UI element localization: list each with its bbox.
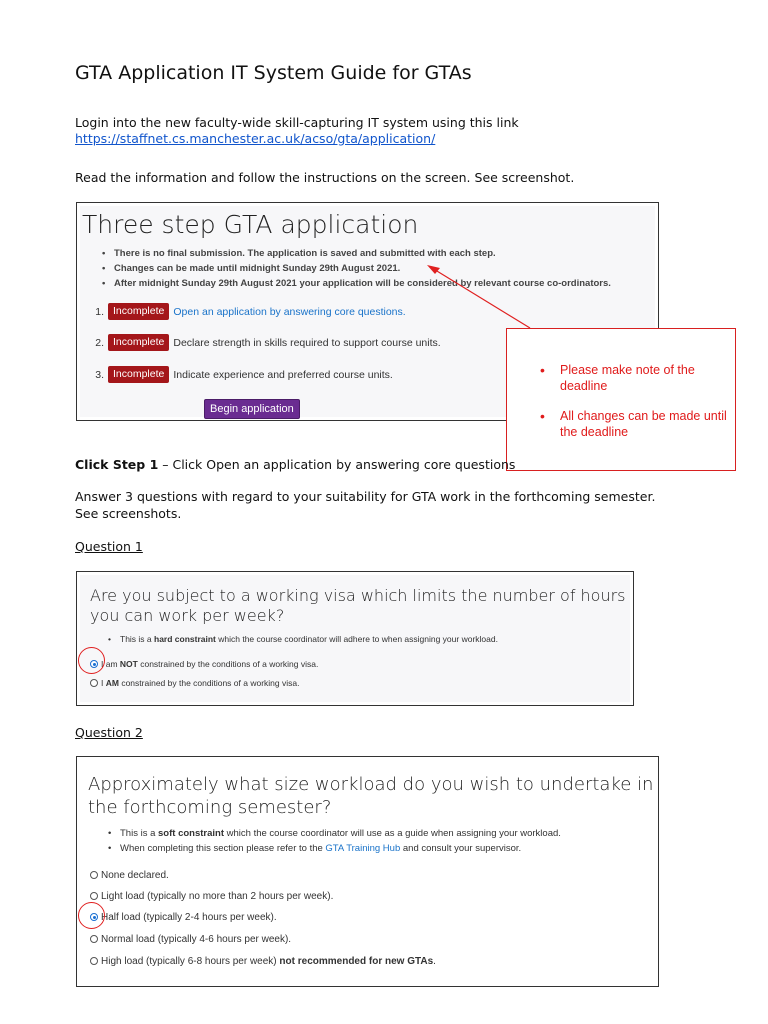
step-row-1: 1. Incomplete Open an application by answering core questions. — [92, 303, 406, 320]
q2-option-high[interactable]: High load (typically 6-8 hours per week) not recommended for new GTAs. — [90, 956, 436, 967]
question1-label: Question 1 — [75, 539, 143, 554]
callout-item-changes: • All changes can be made until the deadline — [537, 408, 727, 440]
question2-bullets — [108, 826, 653, 856]
step1-link[interactable]: Open an application by answering core questions. — [173, 305, 406, 318]
page-title: GTA Application IT System Guide for GTAs — [75, 62, 472, 84]
question2-heading: Approximately what size workload do you wish to undertake in the forthcoming semester? — [88, 774, 654, 818]
question1-option-not[interactable]: I am NOT constrained by the conditions of a working visa. — [90, 659, 318, 669]
radio-unchecked-icon[interactable] — [90, 892, 98, 900]
question2-bullet-soft: • This is a soft constraint which the course coordinator will use as a guide when assigning your workload. — [108, 826, 653, 841]
status-badge: Incomplete — [108, 303, 169, 320]
answer-questions-text: Answer 3 questions with regard to your suitability for GTA work in the forthcoming semester. See screenshots. — [75, 489, 656, 521]
screenshot-question2 — [76, 756, 659, 987]
step2-text: Declare strength in skills required to support course units. — [173, 336, 441, 349]
q2-option-none[interactable]: None declared. — [90, 870, 169, 881]
radio-unchecked-icon[interactable] — [90, 957, 98, 965]
bullet-no-final-submission: • There is no final submission. The application is saved and submitted with each step. — [102, 246, 662, 261]
radio-unchecked-icon[interactable] — [90, 871, 98, 879]
status-badge: Incomplete — [108, 366, 169, 383]
radio-unchecked-icon[interactable] — [90, 935, 98, 943]
step1-bold: Click Step 1 — [75, 457, 159, 472]
callout-item-note-deadline: • Please make note of the deadline — [537, 362, 727, 394]
question1-bullet: • This is a hard constraint which the course coordinator will adhere to when assigning your workload. — [108, 633, 628, 645]
question1-heading: Are you subject to a working visa which limits the number of hours you can work per week? — [90, 586, 626, 625]
step1-instruction — [75, 456, 515, 473]
gta-training-hub-link[interactable]: GTA Training Hub — [325, 843, 401, 854]
step-row-3: 3. Incomplete Indicate experience and preferred course units. — [92, 366, 393, 383]
radio-unchecked-icon[interactable] — [90, 679, 98, 687]
step1-rest: – Click Open an application by answering core questions — [158, 457, 516, 472]
q2-option-normal[interactable]: Normal load (typically 4-6 hours per week). — [90, 934, 291, 945]
bullet-after-deadline: • After midnight Sunday 29th August 2021 your application will be considered by relevant course co-ordinators. — [102, 276, 662, 291]
question1-option-am[interactable]: I AM constrained by the conditions of a working visa. — [90, 678, 299, 688]
question2-label: Question 2 — [75, 725, 143, 740]
step3-text: Indicate experience and preferred course units. — [173, 368, 393, 381]
question1-bullets — [108, 633, 628, 645]
annotation-circle — [78, 647, 105, 674]
begin-application-button[interactable]: Begin application — [204, 399, 300, 419]
question2-bullet-hub: • When completing this section please refer to the GTA Training Hub and consult your supervisor. — [108, 841, 653, 856]
bullet-changes-deadline: • Changes can be made until midnight Sunday 29th August 2021. — [102, 261, 662, 276]
instructions-line: Read the information and follow the instructions on the screen. See screenshot. — [75, 170, 575, 185]
step-row-2: 2. Incomplete Declare strength in skills required to support course units. — [92, 334, 441, 351]
screenshot-question1 — [76, 571, 634, 706]
annotation-circle — [78, 902, 105, 929]
three-step-heading: Three step GTA application — [82, 210, 419, 239]
deadline-callout — [506, 328, 736, 471]
q2-option-light[interactable]: Light load (typically no more than 2 hours per week). — [90, 891, 333, 902]
q2-option-half[interactable]: Half load (typically 2-4 hours per week). — [90, 912, 277, 923]
status-badge: Incomplete — [108, 334, 169, 351]
application-link[interactable]: https://staffnet.cs.manchester.ac.uk/acso/gta/application/ — [75, 131, 436, 146]
intro-line: Login into the new faculty-wide skill-capturing IT system using this link — [75, 115, 519, 130]
